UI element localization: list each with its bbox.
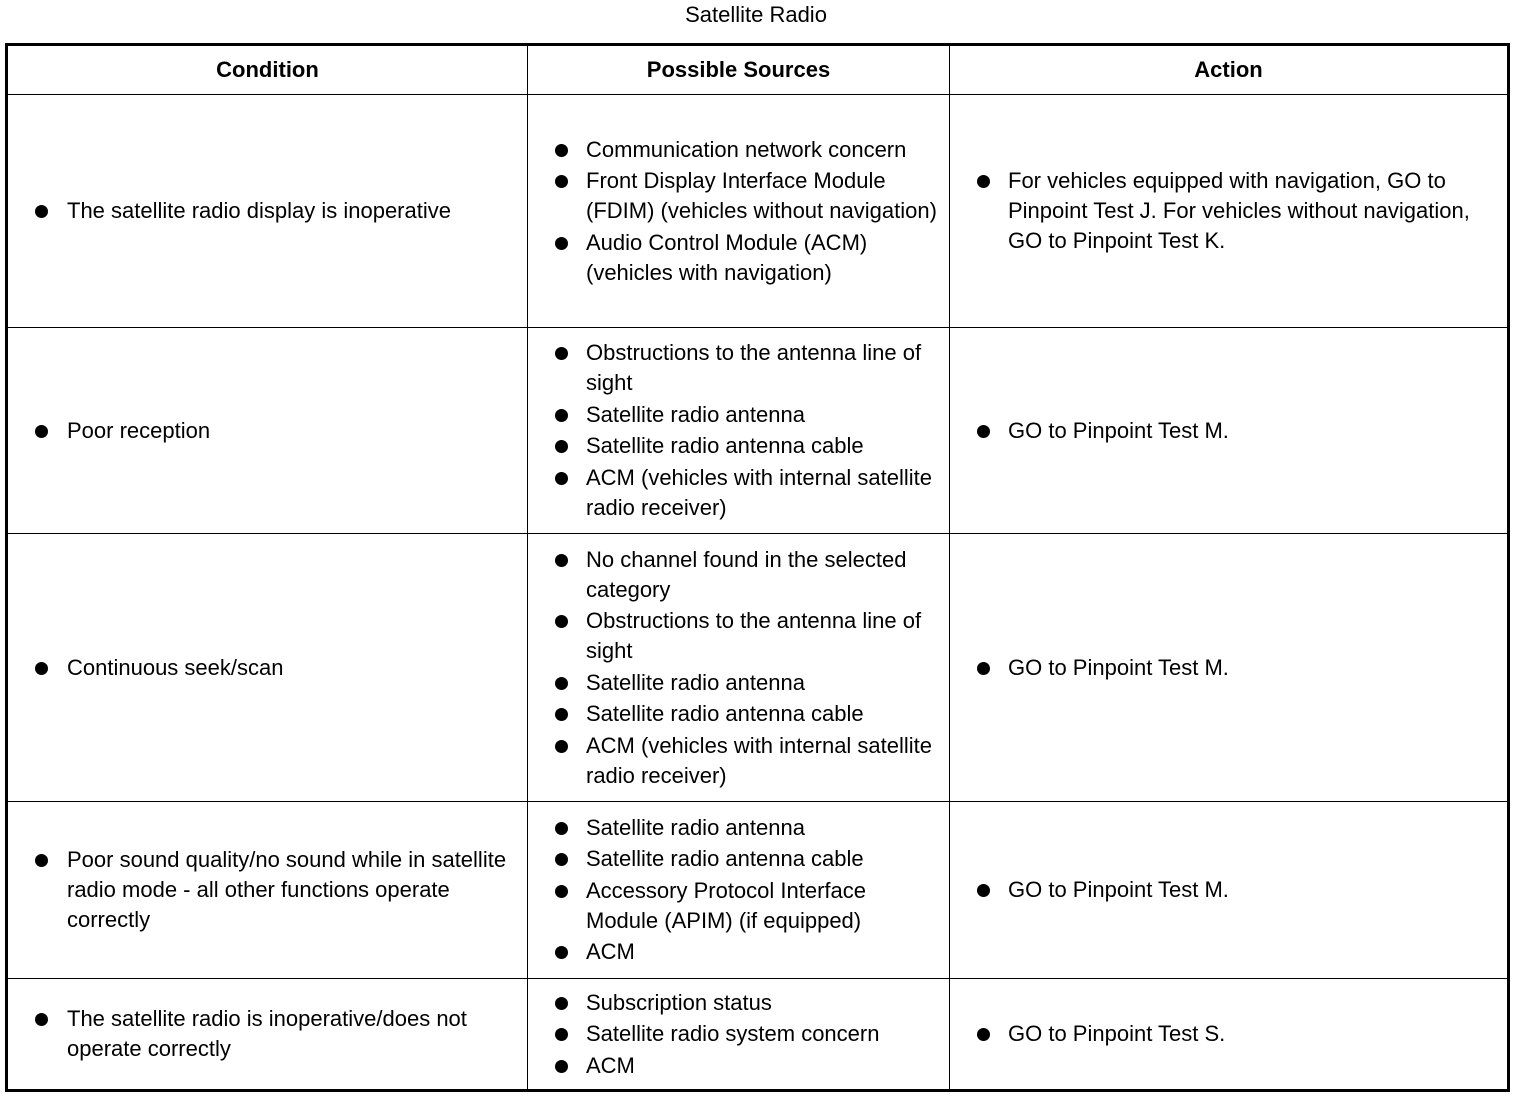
action-cell [950,95,1509,328]
source-item: Satellite radio antenna cable [528,431,949,461]
action-text: GO to Pinpoint Test M. [950,653,1507,683]
condition-text: Poor reception [8,416,527,446]
condition-cell [7,328,528,534]
header-action: Action [950,45,1509,95]
source-item: Accessory Protocol Interface Module (APIM) (if equipped) [528,876,949,936]
table-row [7,979,1509,1091]
header-possible-sources: Possible Sources [528,45,950,95]
sources-cell [528,328,950,534]
source-item: Satellite radio antenna cable [528,699,949,729]
source-item: Satellite radio system concern [528,1019,949,1049]
symptom-chart-table [5,43,1510,1092]
condition-text: Poor sound quality/no sound while in satellite radio mode - all other functions operate correctly [8,845,527,935]
action-text: GO to Pinpoint Test M. [950,875,1507,905]
source-item: ACM (vehicles with internal satellite radio receiver) [528,463,949,523]
action-cell [950,979,1509,1091]
header-row [7,45,1509,95]
table-row [7,802,1509,979]
source-item: Satellite radio antenna [528,668,949,698]
source-item: Obstructions to the antenna line of sight [528,606,949,666]
source-item: ACM [528,937,949,967]
condition-cell [7,534,528,802]
table-row [7,95,1509,328]
action-cell [950,534,1509,802]
source-item: No channel found in the selected category [528,545,949,605]
action-text: GO to Pinpoint Test S. [950,1019,1507,1049]
source-item: Satellite radio antenna cable [528,844,949,874]
sources-cell [528,802,950,979]
source-item: Audio Control Module (ACM) (vehicles with navigation) [528,228,949,288]
source-item: Satellite radio antenna [528,813,949,843]
sources-cell [528,95,950,328]
condition-cell [7,802,528,979]
action-cell [950,802,1509,979]
source-item: ACM [528,1051,949,1081]
condition-text: The satellite radio display is inoperative [8,196,527,226]
sources-cell [528,979,950,1091]
page-title: Satellite Radio [685,2,827,27]
table-row [7,534,1509,802]
source-item: Subscription status [528,988,949,1018]
source-item: Communication network concern [528,135,949,165]
source-item: Satellite radio antenna [528,400,949,430]
condition-cell [7,979,528,1091]
action-text: GO to Pinpoint Test M. [950,416,1507,446]
table-row [7,328,1509,534]
source-item: Front Display Interface Module (FDIM) (vehicles without navigation) [528,166,949,226]
source-item: ACM (vehicles with internal satellite radio receiver) [528,731,949,791]
header-condition: Condition [7,45,528,95]
sources-cell [528,534,950,802]
condition-text: Continuous seek/scan [8,653,527,683]
condition-cell [7,95,528,328]
source-item: Obstructions to the antenna line of sight [528,338,949,398]
action-text: For vehicles equipped with navigation, GO to Pinpoint Test J. For vehicles without navigation, GO to Pinpoint Test K. [950,166,1507,256]
action-cell [950,328,1509,534]
condition-text: The satellite radio is inoperative/does not operate correctly [8,1004,527,1064]
